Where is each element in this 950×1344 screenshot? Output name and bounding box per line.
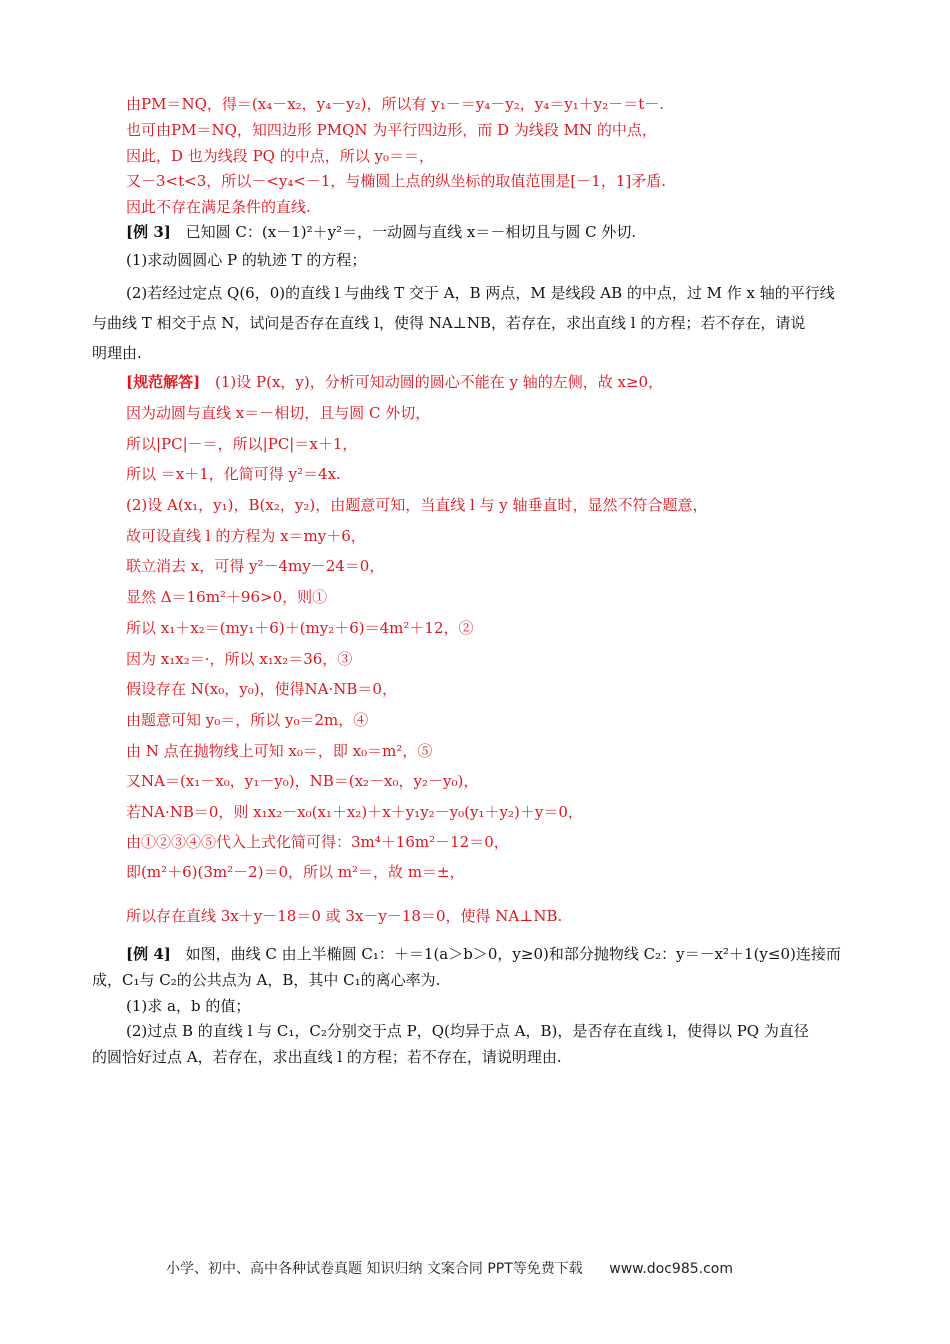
example3-question-1: (1)求动圆圆心 P 的轨迹 T 的方程； — [126, 251, 367, 269]
answer-line: 显然 Δ＝16m²＋96>0，则① — [126, 588, 328, 606]
answer-conclusion: 所以存在直线 3x＋y－18＝0 或 3x－y－18＝0，使得 NA⊥NB. — [126, 907, 563, 925]
answer-line: 因为动圆与直线 x＝－相切，且与圆 C 外切， — [126, 404, 431, 422]
solution-line: 也可由PM＝NQ，知四边形 PMQN 为平行四边形，而 D 为线段 MN 的中点， — [126, 121, 657, 139]
solution-line: 因此，D 也为线段 PQ 的中点，所以 y₀＝＝， — [126, 147, 434, 165]
solution-line: 又－3<t<3，所以－<y₄<－1，与椭圆上点的纵坐标的取值范围是[－1，1]矛盾. — [126, 172, 666, 190]
example3-question-2-cont: 明理由. — [92, 344, 142, 362]
solution-line: 由PM＝NQ，得＝(x₄－x₂，y₄－y₂)，所以有 y₁－＝y₄－y₂，y₄＝y₁＋y₂－＝t－. — [126, 95, 664, 113]
answer-line: 联立消去 x，可得 y²－4my－24＝0， — [126, 557, 385, 575]
footer-text: 小学、初中、高中各种试卷真题 知识归纳 文案合同 PPT等免费下载 — [166, 1261, 583, 1277]
example3-label: [例 3] — [126, 223, 171, 241]
answer-line: 假设存在 N(x₀，y₀)，使得NA·NB＝0， — [126, 680, 397, 698]
example4-stem-cont: 成，C₁与 C₂的公共点为 A，B，其中 C₁的离心率为. — [92, 971, 441, 989]
solution-line: 因此不存在满足条件的直线. — [126, 198, 311, 216]
answer-line: (2)设 A(x₁，y₁)，B(x₂，y₂)，由题意可知，当直线 l 与 y 轴垂直时，显然不符合题意， — [126, 496, 708, 514]
answer-line: 所以 ＝x＋1，化简可得 y²＝4x. — [126, 465, 341, 483]
example3-stem: [例 3] 已知圆 C：(x－1)²＋y²＝，一动圆与直线 x＝－相切且与圆 C 外切. — [126, 223, 637, 241]
example4-question-2-cont: 的圆恰好过点 A，若存在，求出直线 l 的方程；若不存在，请说明理由. — [92, 1048, 562, 1066]
answer-line: 因为 x₁x₂＝·，所以 x₁x₂＝36，③ — [126, 650, 353, 668]
answer-first-line: [规范解答] (1)设 P(x，y)，分析可知动圆的圆心不能在 y 轴的左侧，故 x≥0， — [126, 373, 664, 391]
page-footer — [166, 1258, 733, 1278]
example4-label: [例 4] — [126, 945, 171, 963]
answer-line: 即(m²＋6)(3m²－2)＝0，所以 m²＝，故 m＝±， — [126, 863, 465, 881]
answer-line: 所以 x₁＋x₂＝(my₁＋6)＋(my₂＋6)＝4m²＋12，② — [126, 619, 474, 637]
answer-line: 由题意可知 y₀＝，所以 y₀＝2m，④ — [126, 711, 369, 729]
example4-question-1: (1)求 a，b 的值； — [126, 997, 251, 1015]
answer-line: 由 N 点在抛物线上可知 x₀＝，即 x₀＝m²，⑤ — [126, 742, 433, 760]
answer-line: 故可设直线 l 的方程为 x＝my＋6， — [126, 527, 366, 545]
answer-line: 若NA·NB＝0，则 x₁x₂－x₀(x₁＋x₂)＋x＋y₁y₂－y₀(y₁＋y₂)＋y＝0， — [126, 803, 583, 821]
answer-line: 又NA＝(x₁－x₀，y₁－y₀)，NB＝(x₂－x₀，y₂－y₀)， — [126, 772, 479, 790]
footer-url[interactable]: www.doc985.com — [609, 1261, 733, 1277]
example4-stem: [例 4] 如图，曲线 C 由上半椭圆 C₁：＋＝1(a＞b＞0，y≥0)和部分抛物线 C₂：y＝－x²＋1(y≤0)连接而 — [126, 945, 841, 963]
example3-question-2: (2)若经过定点 Q(6，0)的直线 l 与曲线 T 交于 A，B 两点，M 是线段 AB 的中点，过 M 作 x 轴的平行线 — [126, 284, 835, 302]
answer-label: [规范解答] — [126, 373, 201, 391]
example4-question-2: (2)过点 B 的直线 l 与 C₁，C₂分别交于点 P，Q(均异于点 A，B)，是否存在直线 l，使得以 PQ 为直径 — [126, 1022, 809, 1040]
answer-line: 由①②③④⑤代入上式化简可得：3m⁴＋16m²－12＝0， — [126, 833, 509, 851]
example3-question-2-cont: 与曲线 T 相交于点 N，试问是否存在直线 l，使得 NA⊥NB，若存在，求出直线 l 的方程；若不存在，请说 — [92, 314, 806, 332]
answer-line: 所以|PC|－＝，所以|PC|＝x＋1， — [126, 435, 358, 453]
